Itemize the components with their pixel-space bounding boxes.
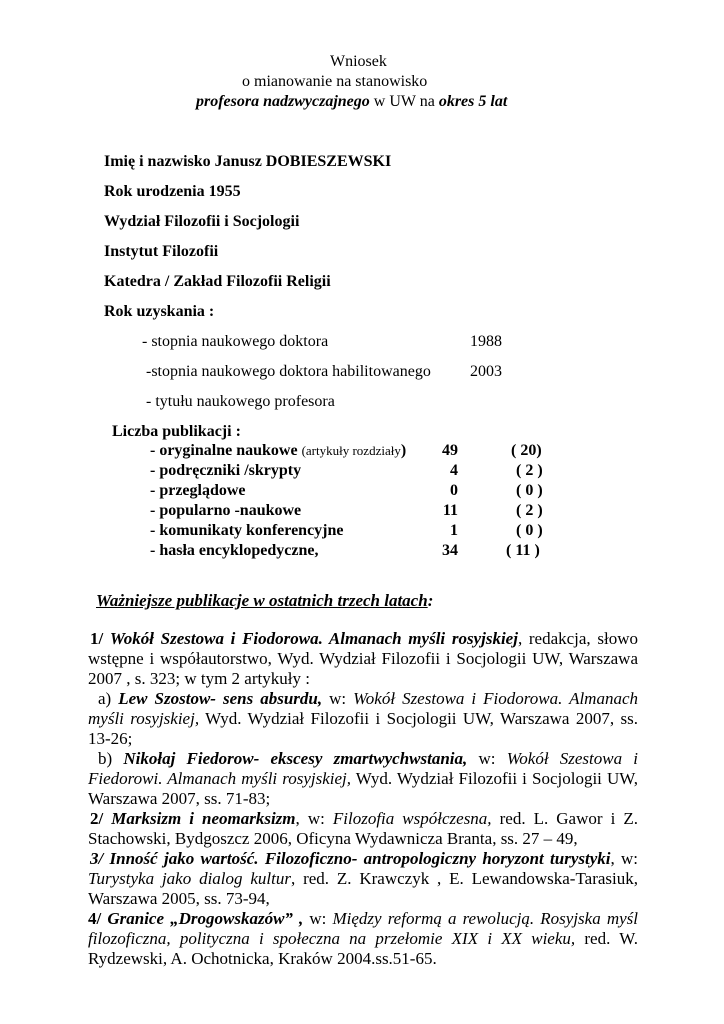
pub-row-encyclopedic: - hasła encyklopedyczne, <box>150 542 319 559</box>
publication-entry-2 <box>88 809 638 849</box>
degree-doctor-year: 1988 <box>470 333 502 350</box>
section-heading <box>96 590 433 612</box>
publication-entry-4 <box>88 909 638 969</box>
field-institute: Instytut Filozofii <box>104 243 219 260</box>
pub-row-textbooks: - podręczniki /skrypty <box>150 462 302 479</box>
pub-paren-conference: ( 0 ) <box>516 522 543 539</box>
pub-row-reviews: - przeglądowe <box>150 482 246 499</box>
field-name: Imię i nazwisko Janusz DOBIESZEWSKI <box>104 153 392 170</box>
pub-count-reviews: 0 <box>450 482 458 499</box>
entry-in: w: <box>322 689 354 708</box>
degree-habilitation-label: -stopnia naukowego doktora habilitowanego <box>146 363 431 380</box>
entry-source: Między reformą a rewolucją. Rosyjska myśl filozoficzna, polityczna i społeczna na przełomie XIX i XX wieku, <box>88 909 638 948</box>
pub-paren-original: ( 20) <box>511 442 542 459</box>
entry-title: Granice „Drogowskazów” , <box>107 909 304 928</box>
entry-number: 1/ <box>90 629 104 648</box>
pub-row-popular: - popularno -naukowe <box>150 502 302 519</box>
entry-details: Wyd. Wydział Filozofii i Socjologii UW, Warszawa 2007, ss. 13-26; <box>88 709 639 748</box>
publication-entry-1a <box>88 689 638 749</box>
pub-paren-encyclopedic: ( 11 ) <box>506 542 540 559</box>
field-obtained: Rok uzyskania : <box>104 303 215 320</box>
entry-details: red. W. Rydzewski, A. Ochotnicka, Kraków 2004.ss.51-65. <box>88 929 638 968</box>
pub-row-note: (artykuły rozdziały <box>301 443 401 458</box>
field-department: Katedra / Zakład Filozofii Religii <box>104 273 331 290</box>
entry-in: , w: <box>610 849 639 868</box>
pub-paren-popular: ( 2 ) <box>516 502 543 519</box>
entry-number: 3/ <box>90 849 104 868</box>
entry-title: Nikołaj Fiedorow- ekscesy zmartwychwstania, <box>123 749 468 768</box>
entry-in: w: <box>303 909 333 928</box>
entry-in: , w: <box>295 809 333 828</box>
entry-title: Marksizm i neomarksizm <box>111 809 296 828</box>
header-line-3 <box>196 92 507 112</box>
entry-title: Inność jako wartość. Filozoficzno- antropologiczny horyzont turystyki <box>109 849 611 868</box>
entry-source: Filozofia współczesna, <box>332 809 492 828</box>
entry-source: Turystyka jako dialog kultur <box>88 869 291 888</box>
term-length: okres 5 lat <box>438 93 508 110</box>
entry-details: Wyd. Wydział Filozofii i Socjologii UW, Warszawa 2007, ss. 71-83; <box>88 769 638 808</box>
entry-number: a) <box>98 689 112 708</box>
pub-count-original: 49 <box>442 442 458 459</box>
pub-count-encyclopedic: 34 <box>442 542 458 559</box>
header-middle: w UW na <box>369 93 439 110</box>
entry-title: Wokół Szestowa i Fiodorowa. Almanach myśli rosyjskiej <box>109 629 518 648</box>
header-line-1: Wniosek <box>330 53 387 70</box>
pub-row-close: ) <box>400 442 407 459</box>
entry-title: Lew Szostow- sens absurdu, <box>118 689 323 708</box>
degree-habilitation-year: 2003 <box>470 363 502 380</box>
entry-number: b) <box>98 749 113 768</box>
header-line-2: o mianowanie na stanowisko <box>242 73 428 90</box>
pub-row-label: - oryginalne naukowe <box>150 442 298 459</box>
entry-details: red. L. Gawor i Z. Stachowski, Bydgoszcz 2006, Oficyna Wydawnicza Branta, ss. 27 – 49, <box>88 809 638 848</box>
pub-row-conference: - komunikaty konferencyjne <box>150 522 344 539</box>
pub-count-popular: 11 <box>442 502 458 519</box>
entry-details: , red. Z. Krawczyk , E. Lewandowska-Tarasiuk, Warszawa 2005, ss. 73-94, <box>88 869 638 908</box>
position-title: profesora nadzwyczajnego <box>196 93 370 110</box>
section-heading-colon: : <box>427 591 434 610</box>
pub-count-conference: 1 <box>450 522 458 539</box>
pub-count-textbooks: 4 <box>450 462 458 479</box>
publication-entry-3 <box>88 849 638 909</box>
degree-doctor-label: - stopnia naukowego doktora <box>142 333 329 350</box>
publications-title: Liczba publikacji : <box>112 423 241 440</box>
section-heading-text: Ważniejsze publikacje w ostatnich trzech latach <box>96 591 428 610</box>
field-birth-year: Rok urodzenia 1955 <box>104 183 241 200</box>
entry-source: Wokół Szestowa i Fiedorowi. Almanach myśli rosyjskiej, <box>88 749 639 788</box>
entry-in: w: <box>467 749 507 768</box>
pub-row-original <box>150 441 406 461</box>
entry-source: Wokół Szestowa i Fiodorowa. Almanach myśli rosyjskiej, <box>88 689 638 728</box>
pub-paren-textbooks: ( 2 ) <box>516 462 543 479</box>
field-faculty: Wydział Filozofii i Socjologii <box>104 213 300 230</box>
pub-paren-reviews: ( 0 ) <box>516 482 543 499</box>
publication-entry-1b <box>88 749 638 809</box>
entry-number: 4/ <box>88 909 102 928</box>
degree-professor-label: - tytułu naukowego profesora <box>146 393 335 410</box>
entry-number: 2/ <box>90 809 104 828</box>
entry-details: , redakcja, słowo wstępne i współautorstwo, Wyd. Wydział Filozofii i Socjologii UW, Warszawa 2007 , s. 323; w tym 2 artykuły : <box>88 629 638 688</box>
publication-entry-1 <box>88 629 638 689</box>
